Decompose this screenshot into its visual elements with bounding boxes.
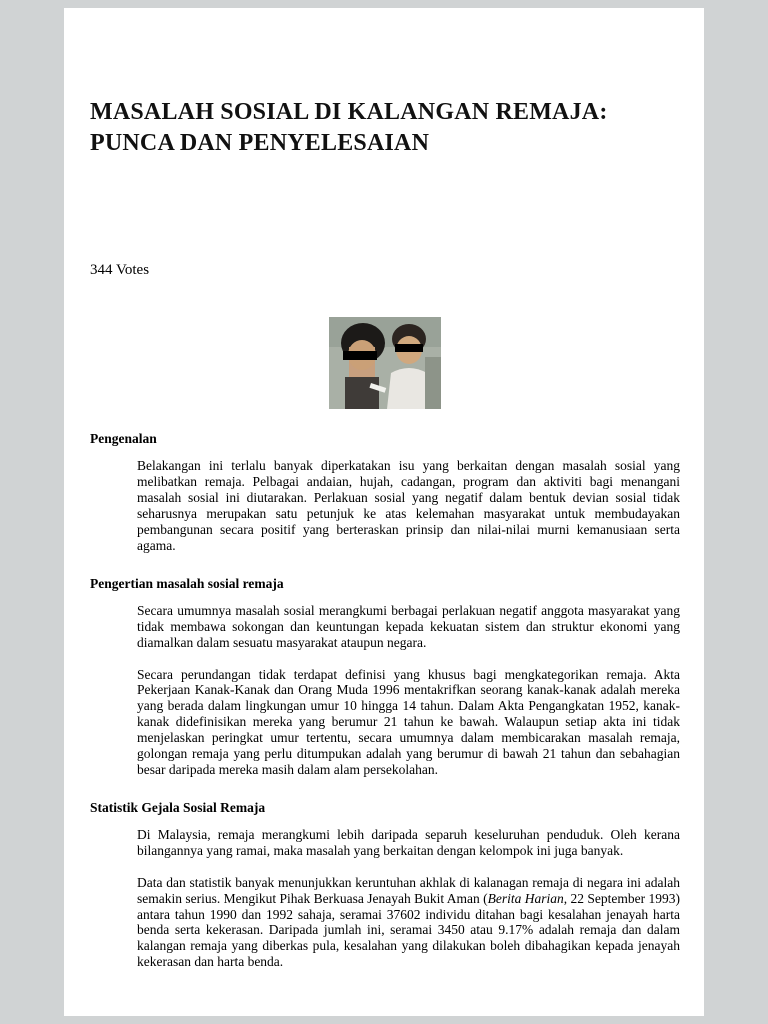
- photo-container: [90, 317, 680, 409]
- section-heading-pengertian: Pengertian masalah sosial remaja: [90, 575, 284, 591]
- document-title: MASALAH SOSIAL DI KALANGAN REMAJA: PUNCA DAN PENYELESAIAN: [90, 99, 608, 157]
- citation-source: Berita Harian: [487, 890, 564, 906]
- citation-pre-text: Data dan statistik banyak menunjukkan keruntuhan akhlak di kalanagan remaja di negara ini adalah semakin serius. Mengikut Pihak Berkuasa Jenayah Bukit Aman (: [137, 874, 680, 906]
- section-heading-pengenalan: Pengenalan: [90, 431, 157, 447]
- paragraph: Secara umumnya masalah sosial merangkumi berbagai perlakuan negatif anggota masyarakat yang tidak membawa sokongan dan keuntungan kepada kekuatan sistem dan struktur ekonomi yang diamalkan dalam sesuatu masyarakat ataupun negara.: [137, 602, 680, 650]
- votes-count: 344 Votes: [90, 262, 150, 279]
- paragraph-with-citation: [137, 875, 680, 970]
- citation-post-text: , 22 September 1993) antara tahun 1990 dan 1992 sahaja, seramai 37602 individu ditahan bagi kesalahan jenayah harta benda serta kekerasan. Daripada jumlah ini, seramai 3450 atau 9.17% adalah remaja dan dalam kalangan remaja yang diberkas pula, kesalahan yang dilakukan boleh dibahagikan kepada jenayah kekerasan dan harta benda.: [137, 890, 680, 970]
- paragraph: Di Malaysia, remaja merangkumi lebih daripada separuh keseluruhan penduduk. Oleh kerana bilangannya yang ramai, maka masalah yang berkaitan dengan kelompok ini juga banyak.: [137, 826, 680, 858]
- paragraph: Belakangan ini terlalu banyak diperkatakan isu yang berkaitan dengan masalah sosial yang melibatkan remaja. Pelbagai andaian, hujah, cadangan, program dan aktiviti bagi menangani masalah sosial ini diutarakan. Perlakuan sosial yang negatif dalam bentuk devian sosial tidak seharusnya merupakan satu petunjuk ke atas kelemahan masyarakat untuk membudayakan pembangunan secara positif yang berteraskan prinsip dan nilai-nilai murni kemanusiaan serta agama.: [137, 458, 680, 553]
- paragraph: Secara perundangan tidak terdapat definisi yang khusus bagi mengkategorikan remaja. Akta Pekerjaan Kanak-Kanak dan Orang Muda 1996 mentakrifkan seorang kanak-kanak adalah mereka yang berada dalam lingkungan umur 10 hingga 14 tahun. Dalam Akta Pengangkatan 1952, kanak-kanak didefinisikan mereka yang berumur 21 tahun ke bawah. Walaupun setiap akta ini tidak menjelaskan peringkat umur tertentu, secara umumnya dalam membicarakan masalah remaja, golongan remaja yang perlu ditumpukan adalah yang berumur di bawah 21 tahun dan sebahagian besar daripada mereka masih dalam alam persekolahan.: [137, 666, 680, 777]
- teenagers-photo: [329, 317, 441, 409]
- section-heading-statistik: Statistik Gejala Sosial Remaja: [90, 799, 266, 815]
- document-page: [64, 8, 704, 1016]
